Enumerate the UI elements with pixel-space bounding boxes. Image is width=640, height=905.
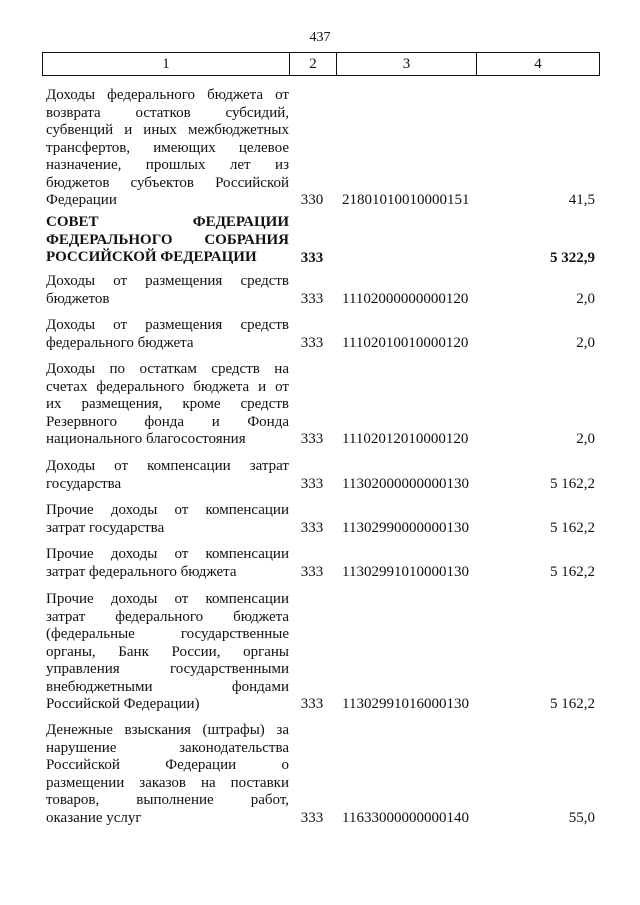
column-header-3: 3	[337, 53, 477, 76]
row-budget-code: 11302990000000130	[342, 519, 469, 536]
row-description	[46, 361, 289, 449]
table-row	[42, 458, 599, 493]
row-description	[46, 502, 289, 537]
table-row	[42, 361, 599, 448]
description-line: Федерации	[46, 192, 117, 208]
row-budget-code: 11102010010000120	[342, 334, 469, 351]
row-description	[46, 214, 289, 267]
row-amount: 2,0	[576, 430, 595, 447]
description-line: РОССИЙСКОЙ ФЕДЕРАЦИИ	[46, 249, 257, 265]
row-description	[46, 546, 289, 581]
row-amount: 5 322,9	[550, 249, 595, 266]
description-line: Российской Федерации о	[46, 757, 289, 773]
table-row	[42, 722, 599, 827]
row-budget-code: 11302000000000130	[342, 475, 469, 492]
description-line: субвенций и иных межбюджетных	[46, 122, 289, 138]
row-admin-code: 333	[300, 249, 324, 266]
description-line: Денежные взыскания (штрафы) за	[46, 722, 289, 738]
description-line: ФЕДЕРАЛЬНОГО СОБРАНИЯ	[46, 231, 289, 248]
row-budget-code: 11102000000000120	[342, 290, 469, 307]
row-budget-code: 11302991016000130	[342, 695, 469, 712]
row-admin-code: 333	[300, 334, 324, 351]
row-amount: 41,5	[568, 191, 595, 208]
description-line: Доходы федерального бюджета от	[46, 87, 289, 103]
page-number: 437	[309, 30, 331, 45]
description-line: трансфертов, имеющих целевое	[46, 139, 289, 156]
row-description	[46, 273, 289, 308]
description-line: затрат государства	[46, 519, 165, 536]
row-amount: 5 162,2	[550, 695, 595, 712]
description-line: затрат федерального бюджета	[46, 608, 289, 625]
description-line: Прочие доходы от компенсации	[46, 502, 289, 518]
description-line: товаров, выполнение работ,	[46, 792, 289, 808]
row-description	[46, 317, 289, 352]
description-line: СОВЕТ ФЕДЕРАЦИИ	[46, 214, 289, 230]
row-admin-code: 333	[300, 430, 324, 447]
description-line: бюджетов субъектов Российской	[46, 174, 289, 191]
row-description	[46, 458, 289, 493]
description-line: федерального бюджета	[46, 334, 194, 351]
column-header-1: 1	[43, 53, 290, 76]
row-admin-code: 333	[300, 475, 324, 492]
description-line: Доходы по остаткам средств на	[46, 361, 289, 377]
row-budget-code: 21801010010000151	[342, 191, 470, 208]
row-amount: 2,0	[576, 290, 595, 307]
row-amount: 2,0	[576, 334, 595, 351]
description-line: размещении заказов на поставки	[46, 774, 289, 791]
table-row	[42, 546, 599, 581]
row-budget-code: 11302991010000130	[342, 563, 469, 580]
row-amount: 55,0	[568, 809, 595, 826]
row-description	[46, 87, 289, 210]
row-description	[46, 722, 289, 827]
column-header-table	[42, 52, 600, 76]
description-line: Доходы от компенсации затрат	[46, 458, 289, 474]
description-line: счетах федерального бюджета и от	[46, 378, 289, 395]
description-line: Российской Федерации)	[46, 696, 200, 712]
description-line: Доходы от размещения средств	[46, 273, 289, 289]
description-line: Резервного фонда и Фонда	[46, 413, 289, 430]
row-admin-code: 333	[300, 290, 324, 307]
description-line: бюджетов	[46, 290, 110, 307]
table-row	[42, 502, 599, 537]
column-header-4: 4	[477, 53, 600, 76]
table-row	[42, 317, 599, 352]
row-amount: 5 162,2	[550, 475, 595, 492]
description-line: возврата остатков субсидий,	[46, 104, 289, 121]
row-admin-code: 333	[300, 563, 324, 580]
table-row	[42, 591, 599, 713]
description-line: назначение, прошлых лет из	[46, 157, 289, 173]
row-admin-code: 330	[300, 191, 324, 208]
row-budget-code: 11102012010000120	[342, 430, 469, 447]
table-row	[42, 87, 599, 209]
table-row	[42, 273, 599, 308]
row-budget-code: 11633000000000140	[342, 809, 469, 826]
row-admin-code: 333	[300, 695, 324, 712]
description-line: Прочие доходы от компенсации	[46, 591, 289, 607]
row-admin-code: 333	[300, 809, 324, 826]
description-line: органы, Банк России, органы	[46, 643, 289, 660]
column-header-row	[43, 53, 600, 76]
description-line: Доходы от размещения средств	[46, 317, 289, 333]
description-line: государства	[46, 475, 122, 492]
description-line: оказание услуг	[46, 809, 142, 826]
section-row	[42, 214, 599, 267]
row-admin-code: 333	[300, 519, 324, 536]
description-line: затрат федерального бюджета	[46, 563, 237, 580]
row-amount: 5 162,2	[550, 563, 595, 580]
description-line: управления государственными	[46, 661, 289, 677]
row-description	[46, 591, 289, 714]
description-line: внебюджетными фондами	[46, 678, 289, 695]
description-line: (федеральные государственные	[46, 626, 289, 642]
column-header-2: 2	[290, 53, 337, 76]
description-line: нарушение законодательства	[46, 739, 289, 756]
description-line: национального благосостояния	[46, 431, 246, 447]
row-amount: 5 162,2	[550, 519, 595, 536]
description-line: их размещения, кроме средств	[46, 396, 289, 412]
description-line: Прочие доходы от компенсации	[46, 546, 289, 562]
